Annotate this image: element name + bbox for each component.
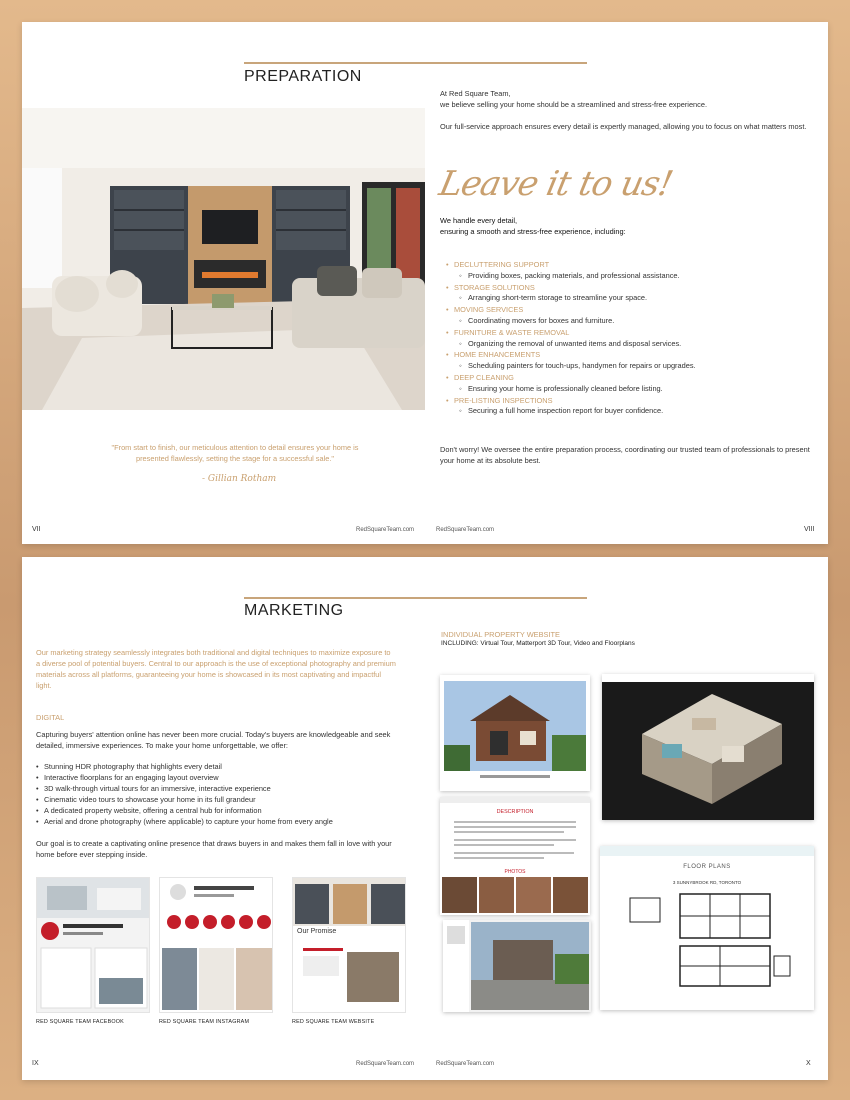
marketing-spread (22, 557, 828, 1080)
floorplans-address: 3 SUNNYBROOK RD, TORONTO (672, 880, 742, 885)
page-title: PREPARATION (244, 68, 362, 85)
title-rule (244, 62, 587, 64)
service-description: ◦ Coordinating movers for boxes and furniture. (454, 316, 814, 327)
bullet-item: • Aerial and drone photography (where applicable) to capture your home from every angle (44, 816, 404, 827)
instagram-screenshot (159, 877, 273, 1013)
service-item (454, 396, 814, 418)
website-screenshot (292, 877, 406, 1013)
service-item (454, 373, 814, 395)
instagram-caption: RED SQUARE TEAM INSTAGRAM (159, 1019, 250, 1025)
service-item (454, 328, 814, 350)
signature: - Gillian Rotham (202, 474, 277, 484)
website-subheading: INCLUDING: Virtual Tour, Matterport 3D Tour, Video and Floorplans (441, 640, 635, 647)
service-heading: • FURNITURE & WASTE REMOVAL (454, 328, 814, 339)
digital-bullets (44, 761, 404, 827)
service-description: ◦ Ensuring your home is professionally cleaned before listing. (454, 384, 814, 395)
promise-heading: Our Promise (297, 928, 337, 935)
living-room-photo (22, 108, 425, 410)
intro-line-2: we believe selling your home should be a streamlined and stress-free experience. (440, 100, 708, 109)
floorplans-heading: FLOOR PLANS (683, 864, 731, 870)
service-item (454, 350, 814, 372)
bullet-item: • Cinematic video tours to showcase your home in its full grandeur (44, 794, 404, 805)
virtual-tour-screenshot (443, 920, 591, 1012)
marketing-closing: Our goal is to create a captivating online presence that draws buyers in and makes them fall in love with your home before ever stepping inside. (36, 839, 392, 859)
service-description: ◦ Arranging short-term storage to streamline your space. (454, 293, 814, 304)
website-heading: INDIVIDUAL PROPERTY WEBSITE (441, 630, 560, 639)
facebook-screenshot (36, 877, 150, 1013)
bullet-item: • Stunning HDR photography that highlights every detail (44, 761, 404, 772)
script-heading: Leave it to us! (435, 164, 676, 204)
service-heading: • DECLUTTERING SUPPORT (454, 260, 814, 271)
title-rule (244, 597, 587, 599)
service-description: ◦ Organizing the removal of unwanted items and disposal services. (454, 339, 814, 350)
preparation-spread (22, 22, 828, 544)
service-item (454, 260, 814, 282)
floorplans-screenshot (600, 846, 814, 1010)
description-heading: DESCRIPTION (496, 809, 534, 815)
page-number-left: IX (32, 1060, 39, 1067)
testimonial-quote: "From start to finish, our meticulous attention to detail ensures your home is presented flawlessly, setting the stage for a successful sale." (111, 443, 359, 463)
service-heading: • MOVING SERVICES (454, 305, 814, 316)
digital-body: Capturing buyers' attention online has never been more crucial. Today's buyers are knowledgeable and seek detailed, immersive experiences. To make your home unforgettable, we offer: (36, 730, 391, 750)
bullet-item: • A dedicated property website, offering a central hub for information (44, 805, 404, 816)
description-screenshot (440, 797, 590, 915)
service-heading: • DEEP CLEANING (454, 373, 814, 384)
bullet-item: • 3D walk-through virtual tours for an immersive, interactive experience (44, 783, 404, 794)
page-number-left: VII (32, 526, 41, 533)
website-caption: RED SQUARE TEAM WEBSITE (292, 1019, 375, 1025)
page-number-right: VIII (804, 526, 815, 533)
property-photo-screenshot (440, 675, 590, 791)
digital-heading: DIGITAL (36, 713, 65, 722)
matterport-3d-screenshot (602, 674, 814, 820)
handle-line-1: We handle every detail, (440, 216, 518, 225)
footer-url-left[interactable]: RedSquareTeam.com (356, 527, 415, 533)
intro-paragraph: Our full-service approach ensures every detail is expertly managed, allowing you to focus on what matters most. (440, 122, 807, 131)
page-title: MARKETING (244, 602, 344, 619)
service-item (454, 283, 814, 305)
facebook-caption: RED SQUARE TEAM FACEBOOK (36, 1019, 124, 1025)
service-description: ◦ Scheduling painters for touch-ups, handymen for repairs or upgrades. (454, 361, 814, 372)
service-heading: • STORAGE SOLUTIONS (454, 283, 814, 294)
marketing-intro: Our marketing strategy seamlessly integrates both traditional and digital techniques to maximize exposure to a diverse pool of potential buyers. Central to our approach is the use of exceptional photography and premium materials across all platforms, guaranteeing your home is showcased in its most captivating and impactful light. (36, 648, 396, 690)
footer-url-right[interactable]: RedSquareTeam.com (436, 527, 495, 533)
service-heading: • PRE-LISTING INSPECTIONS (454, 396, 814, 407)
service-heading: • HOME ENHANCEMENTS (454, 350, 814, 361)
photos-heading: PHOTOS (504, 869, 526, 875)
bullet-item: • Interactive floorplans for an engaging layout overview (44, 772, 404, 783)
intro-line-1: At Red Square Team, (440, 89, 511, 98)
footer-url-left[interactable]: RedSquareTeam.com (356, 1061, 415, 1067)
handle-line-2: ensuring a smooth and stress-free experience, including: (440, 227, 626, 236)
page-number-right: X (806, 1060, 811, 1067)
services-list (454, 260, 814, 418)
service-description: ◦ Securing a full home inspection report for buyer confidence. (454, 406, 814, 417)
service-description: ◦ Providing boxes, packing materials, and professional assistance. (454, 271, 814, 282)
service-item (454, 305, 814, 327)
closing-paragraph: Don't worry! We oversee the entire preparation process, coordinating our trusted team of professionals to present your home at its absolute best. (440, 445, 810, 465)
footer-url-right[interactable]: RedSquareTeam.com (436, 1061, 495, 1067)
